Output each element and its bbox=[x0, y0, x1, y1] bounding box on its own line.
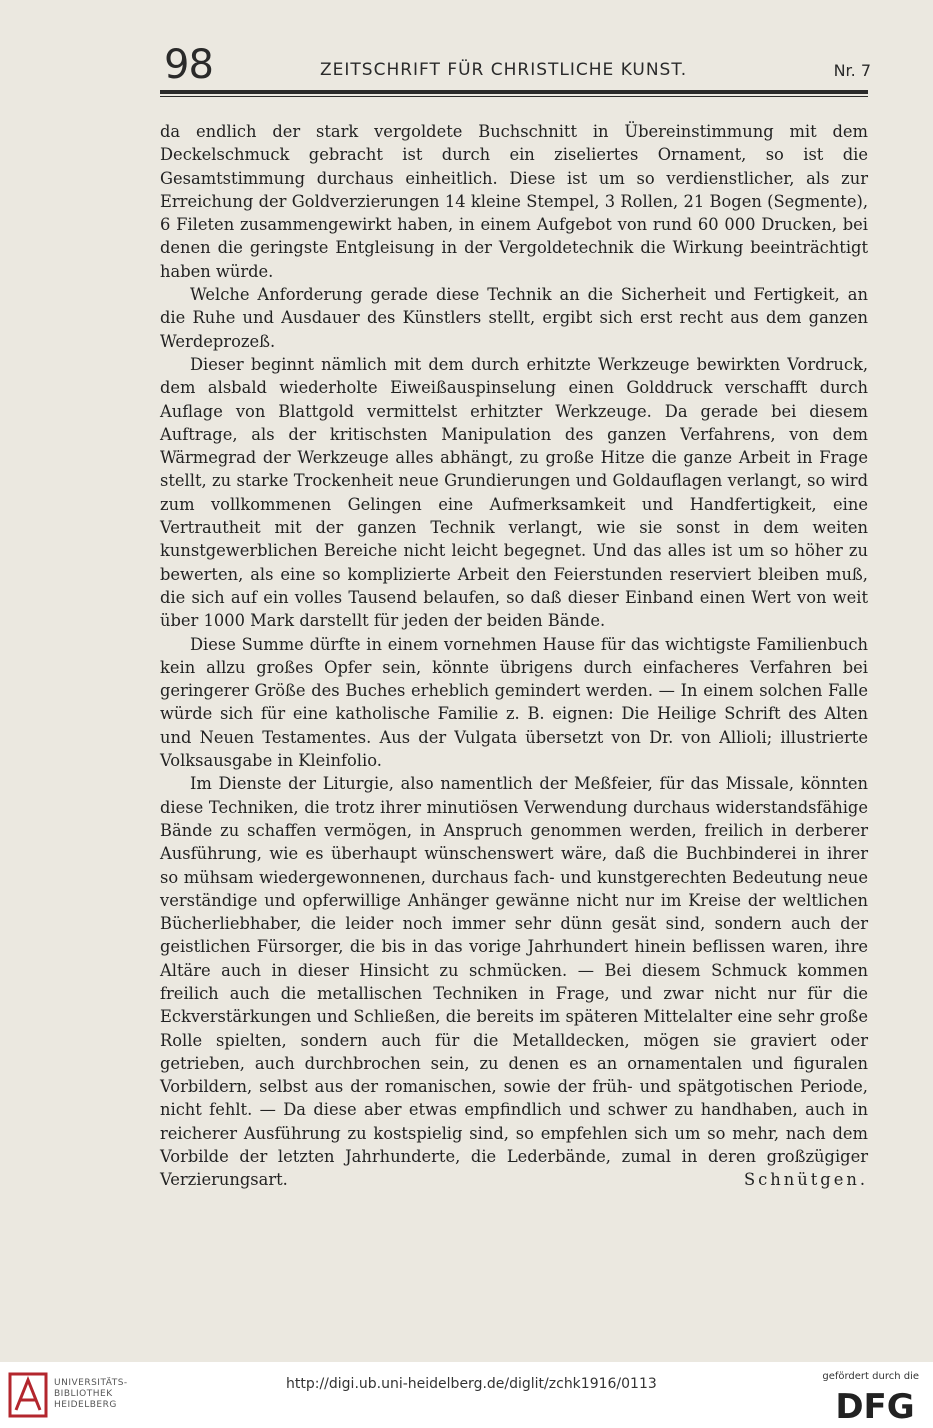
journal-title: ZEITSCHRIFT FÜR CHRISTLICHE KUNST. bbox=[320, 60, 688, 80]
paragraph-final bbox=[160, 772, 868, 1191]
author-signature: Schnütgen. bbox=[744, 1170, 868, 1190]
header-rule-thin bbox=[160, 96, 868, 97]
institution-line: UNIVERSITÄTS- bbox=[54, 1378, 128, 1388]
permalink[interactable]: http://digi.ub.uni-heidelberg.de/diglit/zchk1916/0113 bbox=[286, 1376, 657, 1392]
funding-note: gefördert durch die bbox=[822, 1371, 919, 1382]
issue-number: Nr. 7 bbox=[833, 61, 871, 80]
dfg-logo-icon bbox=[831, 1384, 919, 1424]
page-number: 98 bbox=[164, 42, 213, 88]
paragraph: Welche Anforderung gerade diese Technik an die Sicherheit und Fertigkeit, an die Ruhe und Ausdauer des Künstlers stellt, ergibt sich erst recht aus dem ganzen Werdeprozeß. bbox=[160, 285, 868, 351]
digitization-footer bbox=[0, 1362, 933, 1428]
institution-line: HEIDELBERG bbox=[54, 1400, 117, 1410]
paragraph: Dieser beginnt nämlich mit dem durch erhitzte Werkzeuge bewirkten Vordruck, dem alsbald wiederholte Eiweißauspinselung einen Golddruck verschafft durch Auflage von Blattgold vermittelst erhitzter Werkzeuge. Da gerade bei diesem Auftrage, als der kritischsten Manipulation des ganzen Verfahrens, von dem Wärmegrad der Werkzeuge alles abhängt, zu große Hitze die ganze Arbeit in Frage stellt, zu starke Trockenheit neue Grundierungen und Goldauflagen verlangt, so wird zum vollkommenen Gelingen eine Aufmerksamkeit und Handfertigkeit, eine Vertrautheit mit der ganzen Technik verlangt, wie sie sonst in dem weiten kunstgewerblichen Bereiche nicht leicht begegnet. Und das alles ist um so höher zu bewerten, als eine so komplizierte Arbeit den Feierstunden reserviert bleiben muß, die sich auf ein volles Tausend belaufen, so daß dieser Einband einen Wert von weit über 1000 Mark darstellt für jeden der beiden Bände. bbox=[160, 354, 868, 631]
dfg-logo-text: DFG bbox=[835, 1387, 915, 1424]
institution-line: BIBLIOTHEK bbox=[54, 1389, 113, 1399]
header-rule-thick bbox=[160, 90, 868, 94]
paragraph: Im Dienste der Liturgie, also namentlich der Meßfeier, für das Missale, könnten diese Techniken, die trotz ihrer minutiösen Verwendung durchaus widerstandsfähige Bände zu schaffen vermögen, in Anspruch genommen werden, freilich in derberer Ausführung, wie es überhaupt wünschenswert wäre, daß die Buchbinderei in ihrer so mühsam wiedergewonnenen, durchaus fach- und kunstgerechten Bedeutung neue verständige und opferwillige Anhänger gewänne nicht nur im Kreise der weltlichen Bücherliebhaber, die leider noch immer sehr dünn gesät sind, sondern auch der geistlichen Fürsorger, die bis in das vorige Jahrhundert hinein beflissen waren, ihre Altäre auch in dieser Hinsicht zu schmücken. — Bei diesem Schmuck kommen freilich auch die metallischen Techniken in Frage, und zwar nicht nur für die Eckverstärkungen und Schließen, die bereits im späteren Mittelalter eine sehr große Rolle spielten, sondern auch für die Metalldecken, mögen sie graviert oder getrieben, auch durchbrochen sein, zu denen es an ornamentalen und figuralen Vorbildern, selbst aus der romanischen, sowie der früh- und spätgotischen Periode, nicht fehlt. — Da diese aber etwas empfindlich und schwer zu handhaben, auch in reicherer Ausführung zu kostspielig sind, so empfehlen sich um so mehr, nach dem Vorbilde der letzten Jahrhunderte, die Lederbände, zumal in deren großzügiger Verzierungsart. bbox=[160, 774, 868, 1190]
article-body bbox=[160, 120, 868, 1192]
paragraph: Diese Summe dürfte in einem vornehmen Hause für das wichtigste Familienbuch kein allzu großes Opfer sein, könnte übrigens durch einfacheres Verfahren bei geringerer Größe des Buches erheblich gemindert werden. — In einem solchen Falle würde sich für eine katholische Familie z. B. eignen: Die Heilige Schrift des Alten und Neuen Testamentes. Aus der Vulgata übersetzt von Dr. von Allioli; illustrierte Volksausgabe in Kleinfolio. bbox=[160, 634, 868, 771]
university-seal-icon bbox=[8, 1372, 48, 1418]
paragraph: da endlich der stark vergoldete Buchschnitt in Übereinstimmung mit dem Deckelschmuck gebracht ist durch ein ziseliertes Ornament, so ist die Gesamtstimmung durchaus einheitlich. Diese ist um so verdienstlicher, als zur Erreichung der Goldverzierungen 14 kleine Stempel, 3 Rollen, 21 Bogen (Segmente), 6 Fileten zusammengewirkt haben, in einem Aufgebot von rund 60 000 Drucken, bei denen die geringste Entgleisung in der Vergoldetechnik die Wirkung beeinträchtigt haben würde. bbox=[160, 122, 868, 281]
